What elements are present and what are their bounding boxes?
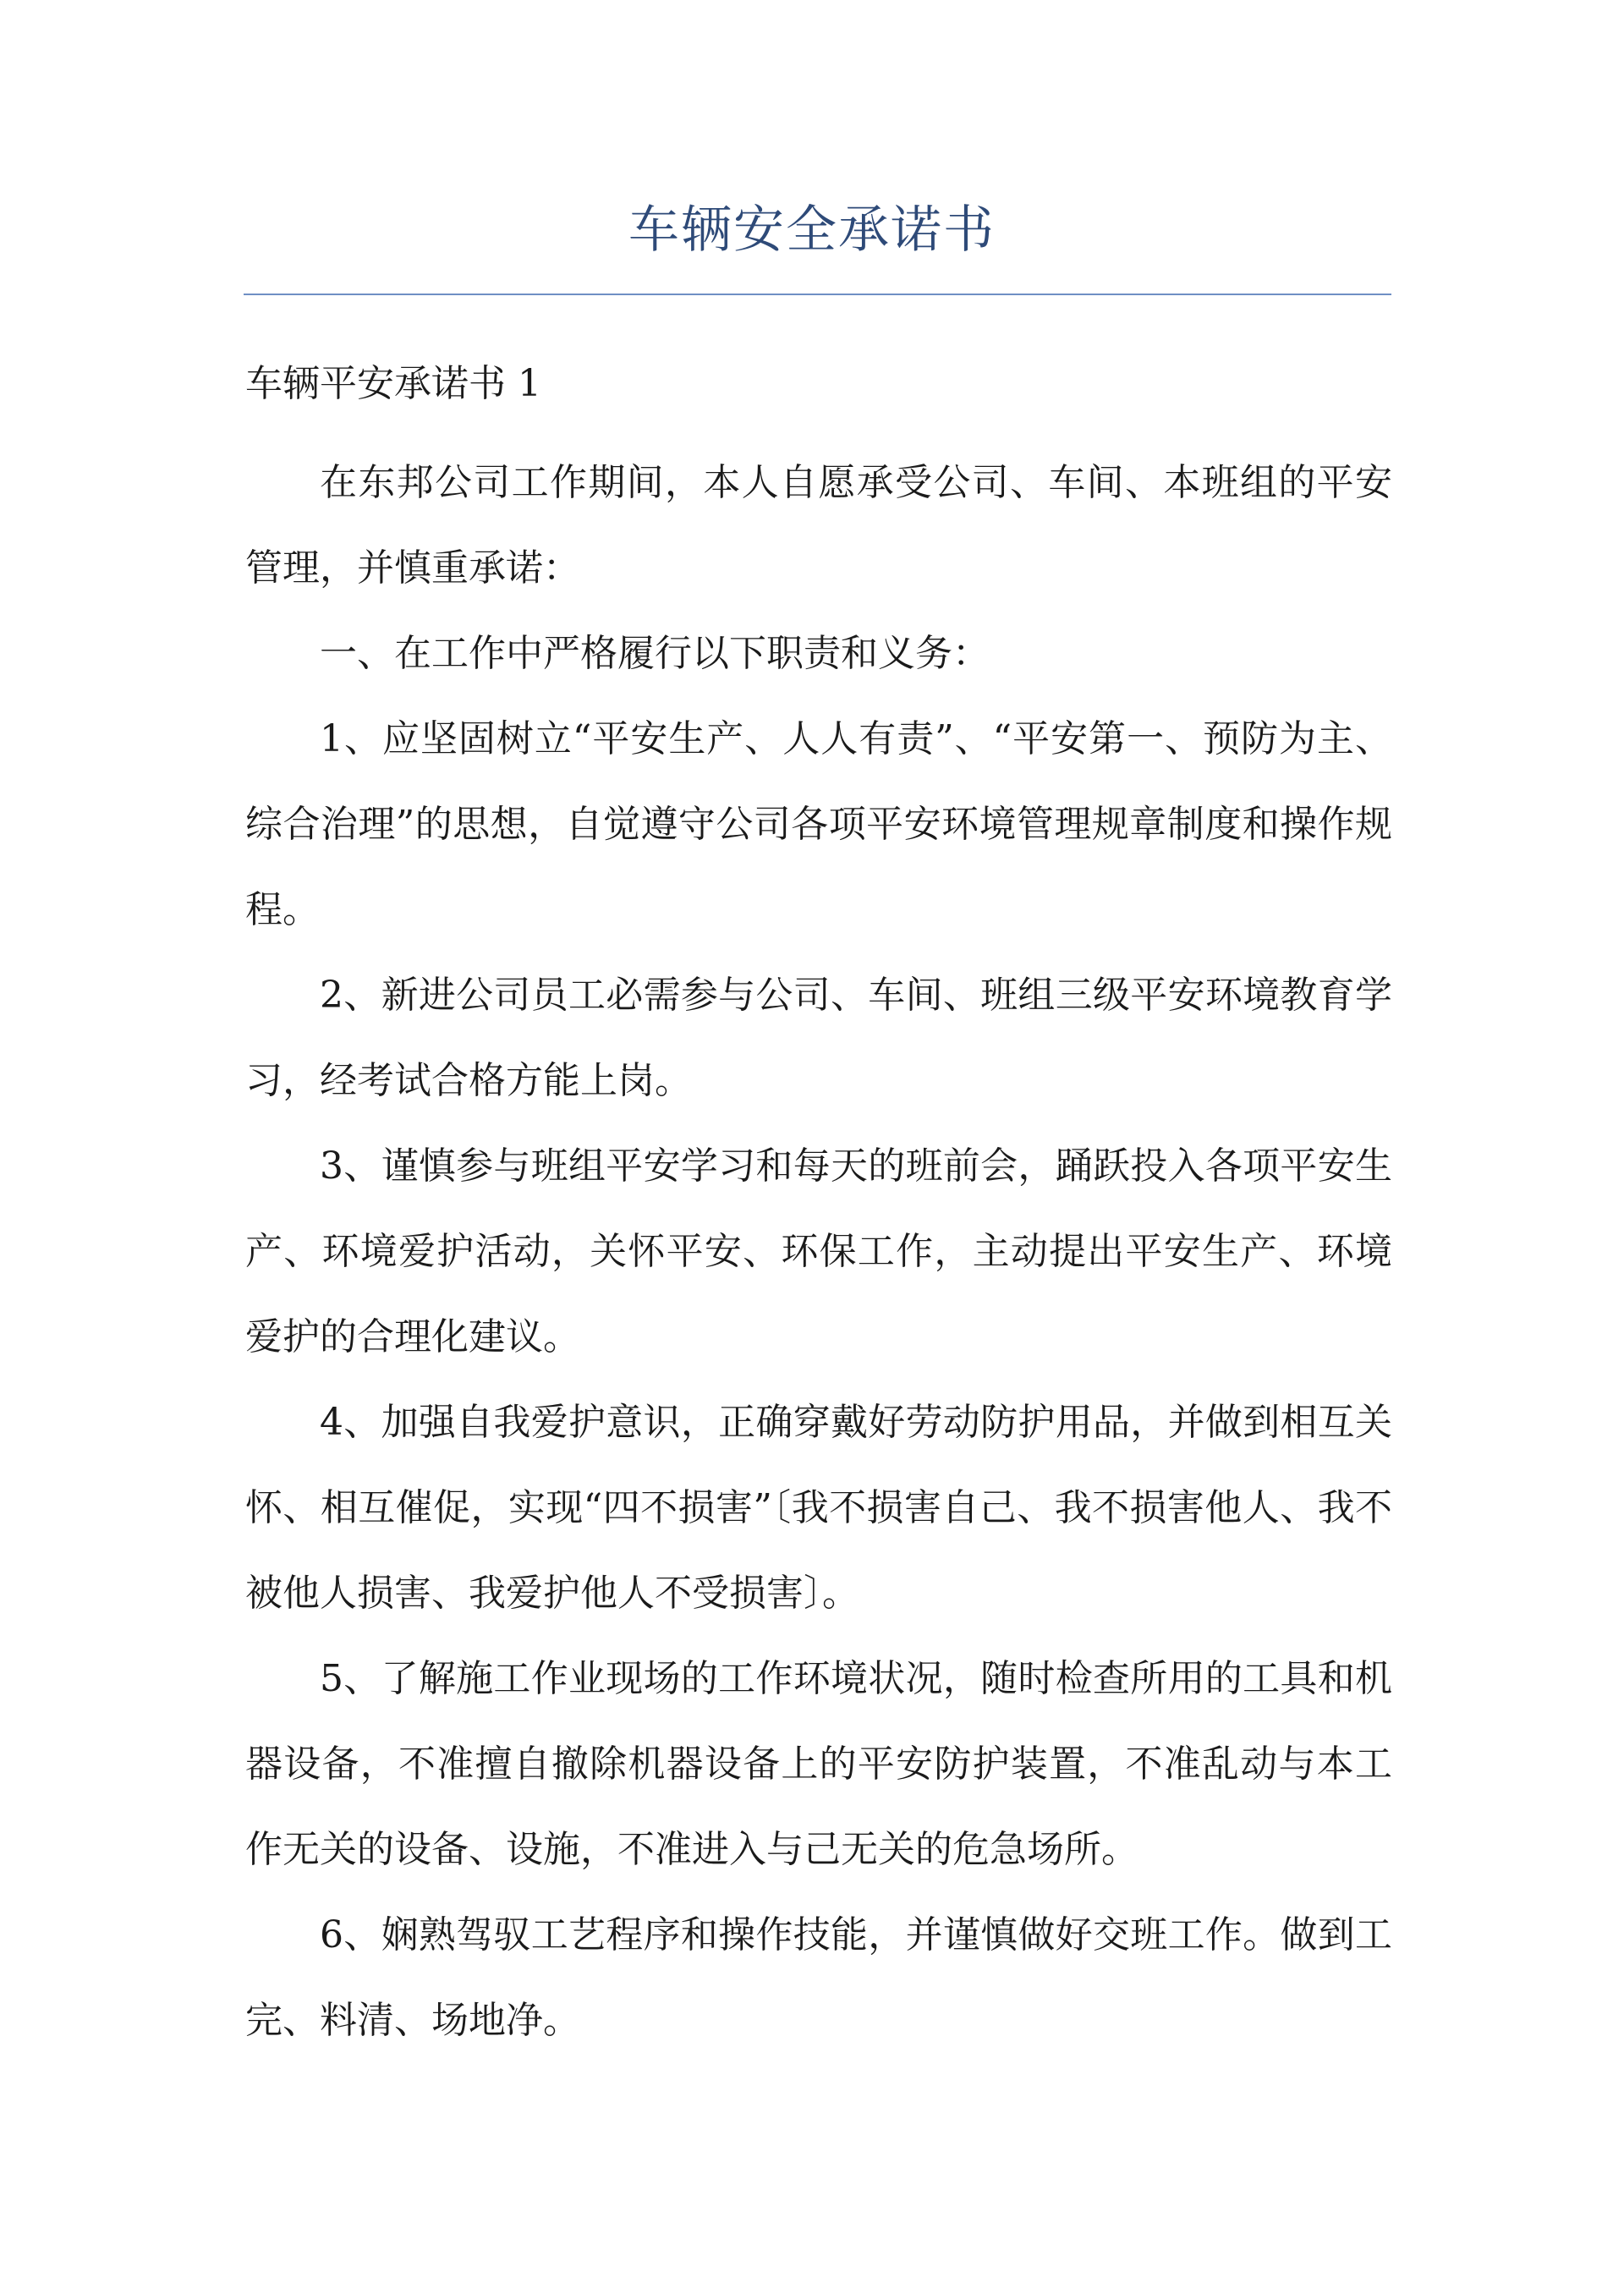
paragraph-item-2: 2、新进公司员工必需参与公司、车间、班组三级平安环境教育学习，经考试合格方能上岗。 <box>245 974 1392 1102</box>
title-divider <box>244 294 1391 295</box>
paragraph-item-1: 1、应坚固树立“平安生产、人人有责”、“平安第一、预防为主、综合治理”的思想，自觉遵守公司各项平安环境管理规章制度和操作规程。 <box>245 717 1392 931</box>
paragraph-intro: 在东邦公司工作期间，本人自愿承受公司、车间、本班组的平安管理，并慎重承诺： <box>245 461 1392 590</box>
paragraph-item-5: 5、了解施工作业现场的工作环境状况，随时检查所用的工具和机器设备，不准擅自撤除机器设备上的平安防护装置，不准乱动与本工作无关的设备、设施，不准进入与己无关的危急场所。 <box>245 1657 1392 1871</box>
paragraph-item-3: 3、谨慎参与班组平安学习和每天的班前会，踊跃投入各项平安生产、环境爱护活动，关怀平安、环保工作，主动提出平安生产、环境爱护的合理化建议。 <box>245 1144 1392 1358</box>
paragraph-duties-heading: 一、在工作中严格履行以下职责和义务： <box>320 632 990 675</box>
paragraph-item-4: 4、加强自我爱护意识，正确穿戴好劳动防护用品，并做到相互关怀、相互催促，实现“四不损害”〔我不损害自己、我不损害他人、我不被他人损害、我爱护他人不受损害〕。 <box>245 1401 1392 1615</box>
document-body <box>245 355 1392 2063</box>
section-heading: 车辆平安承诺书 1 <box>245 362 541 405</box>
paragraph-item-6: 6、娴熟驾驭工艺程序和操作技能，并谨慎做好交班工作。做到工完、料清、场地净。 <box>245 1913 1392 2042</box>
document-title: 车辆安全承诺书 <box>628 200 996 260</box>
